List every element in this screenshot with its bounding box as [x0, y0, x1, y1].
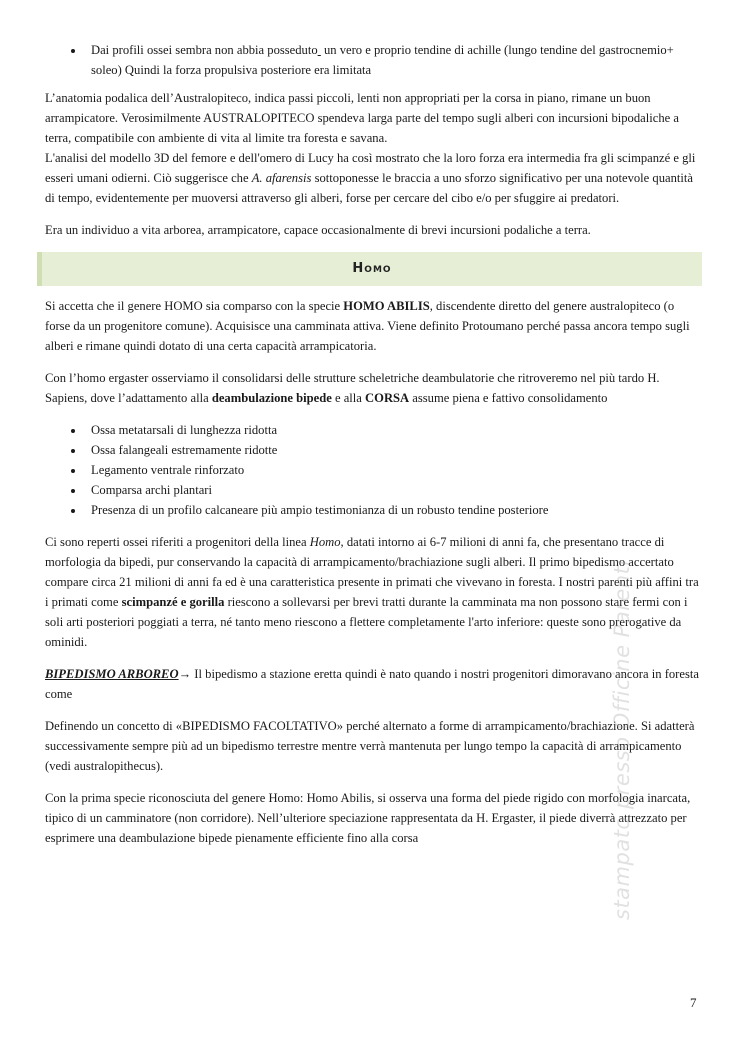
page-number: 7: [690, 995, 697, 1010]
paragraph-lucy: L'analisi del modello 3D del femore e dell'omero di Lucy ha così mostrato che la loro forza era intermedia fra gli scimpanzé e gli esseri umani odierni. Ciò suggerisce che A. afarensis sottoponesse le braccia a uno sforzo significativo per una notevole quantità di tempo, evidentemente per muoversi attraverso gli alberi, forse per cercare del cibo e/o per sfuggire ai predatori.: [45, 151, 696, 205]
page-content: [45, 40, 702, 860]
paragraph-australopiteco: L’anatomia podalica dell’Australopiteco, indica passi piccoli, lenti non appropriati per la corsa in piano, rimane un buon arrampicatore. Verosimilmente AUSTRALOPITECO spendeva larga parte del tempo sugli alberi con incursioni bipodaliche a terra, compatibile con ambiente di vita al limite tra foresta e savana.: [45, 91, 679, 145]
arrow-right-icon: →: [178, 667, 192, 681]
section-title: Homo: [352, 261, 392, 276]
features-list: [45, 420, 702, 520]
paragraph-homo: Si accetta che il genere HOMO sia comparso con la specie HOMO ABILIS, discendente diretto del genere australopiteco (o forse da un progenitore comune). Acquisisce una camminata attiva. Viene definito Protoumano perché passa ancora tempo sugli alberi e rimane quindi dotato di una certa capacità arrampicatoria.: [45, 299, 690, 353]
bipedismo-arboreo-label: BIPEDISMO ARBOREO: [45, 667, 179, 681]
paragraph-reperti: Ci sono reperti ossei riferiti a progenitori della linea Homo, datati intorno ai 6-7 milioni di anni fa, che presentano tracce di morfologia da bipedi, pur conservando la capacità di arrampicamento/brachiazione sugli alberi. Il primo bipedismo accertato compare circa 21 milioni di anni fa ed è una caratteristica presente in primati che vivevano in foresta. I nostri parenti più affini tra i primati come scimpanzé e gorilla riescono a sollevarsi per brevi tratti durante la camminata ma non possono stare fermi con i soli arti posteriori poggiati a terra, né tanto meno riescono a flettere completamente l'arto inferiore: queste sono prerogative da ominidi.: [45, 535, 699, 649]
list-item: • Ossa falangeali estremamente ridotte: [85, 440, 702, 460]
paragraph-vita-arborea: Era un individuo a vita arborea, arrampicatore, capace occasionalmente di brevi incursioni podaliche a terra.: [45, 223, 591, 237]
list-item: • Ossa metatarsali di lunghezza ridotta: [85, 420, 702, 440]
list-item: • Legamento ventrale rinforzato: [85, 460, 702, 480]
section-header-bar: [37, 252, 702, 286]
watermark: stampato presso Officine Parenti: [610, 559, 634, 920]
list-item: • Presenza di un profilo calcaneare più ampio testimonianza di un robusto tendine posteriore: [85, 500, 702, 520]
paragraph-bipedismo-arboreo: BIPEDISMO ARBOREO→ Il bipedismo a stazione eretta quindi è nato quando i nostri progenitori dimoravano ancora in foresta come: [45, 667, 699, 701]
intro-bullet-list: [45, 40, 702, 80]
paragraph-ergaster: Con l’homo ergaster osserviamo il consolidarsi delle strutture scheletriche deambulatorie che ritroveremo nel più tardo H. Sapiens, dove l’adattamento alla deambulazione bipede e alla CORSA assume piena e fattivo consolidamento: [45, 371, 660, 405]
paragraph-bipedismo-facoltativo: Definendo un concetto di «BIPEDISMO FACOLTATIVO» perché alternato a forme di arrampicamento/brachiazione. Si adatterà successivamente sempre più ad un bipedismo terrestre mentre verrà mantenuta per lungo tempo la capacità di arrampicamento (vedi australopithecus).: [45, 719, 695, 773]
list-item: • Comparsa archi plantari: [85, 480, 702, 500]
list-item: • Dai profili ossei sembra non abbia posseduto un vero e proprio tendine di achille (lungo tendine del gastrocnemio+ soleo) Quindi la forza propulsiva posteriore era limitata: [85, 40, 702, 80]
paragraph-piede: Con la prima specie riconosciuta del genere Homo: Homo Abilis, si osserva una forma del piede rigido con morfologia inarcata, tipico di un camminatore (non corridore). Nell’ulteriore speciazione rappresentata da H. Ergaster, il piede diverrà attrezzato per esprimere una deambulazione bipede pienamente efficiente fino alla corsa: [45, 791, 691, 845]
